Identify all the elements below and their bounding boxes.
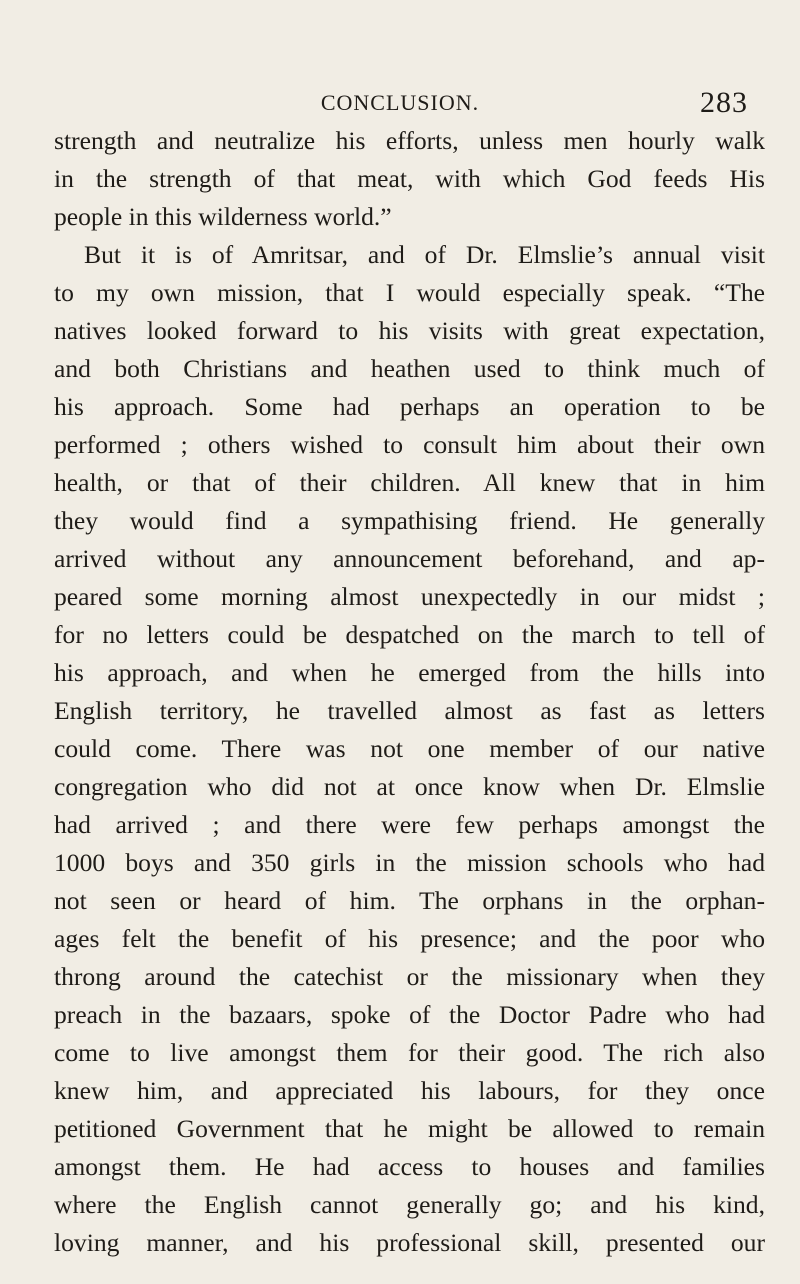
text-line: where the English cannot generally go; and his kind, [54,1190,765,1219]
text-line: in the strength of that meat, with which God feeds His [54,164,765,193]
text-line: ages felt the benefit of his presence; and the poor who [54,924,765,953]
page-number: 283 [700,86,748,119]
text-line: natives looked forward to his visits with great expectation, [54,316,765,345]
text-line: performed ; others wished to consult him about their own [54,430,765,459]
text-line: had arrived ; and there were few perhaps amongst the [54,810,765,839]
text-line: loving manner, and his professional skill, presented our [54,1228,765,1257]
text-line: his approach, and when he emerged from the hills into [54,658,765,687]
text-line: preach in the bazaars, spoke of the Doctor Padre who had [54,1000,765,1029]
text-line: English territory, he travelled almost as fast as letters [54,696,765,725]
text-line: peared some morning almost unexpectedly in our midst ; [54,582,765,611]
running-head [0,86,800,120]
text-line: amongst them. He had access to houses and families [54,1152,765,1181]
text-line: petitioned Government that he might be allowed to remain [54,1114,765,1143]
text-line: people in this wilderness world.” [54,202,392,231]
text-line: they would find a sympathising friend. He generally [54,506,765,535]
text-line: 1000 boys and 350 girls in the mission schools who had [54,848,765,877]
text-line: not seen or heard of him. The orphans in the orphan- [54,886,765,915]
body-text [54,122,765,1262]
text-line: arrived without any announcement beforehand, and ap- [54,544,765,573]
text-line: his approach. Some had perhaps an operation to be [54,392,765,421]
text-line: But it is of Amritsar, and of Dr. Elmslie’s annual visit [84,240,765,269]
text-line: knew him, and appreciated his labours, for they once [54,1076,765,1105]
text-line: congregation who did not at once know when Dr. Elmslie [54,772,765,801]
text-line: and both Christians and heathen used to think much of [54,354,765,383]
text-line: to my own mission, that I would especially speak. “The [54,278,765,307]
text-line: come to live amongst them for their good. The rich also [54,1038,765,1067]
running-title: CONCLUSION. [320,90,480,115]
text-line: health, or that of their children. All knew that in him [54,468,765,497]
text-line: throng around the catechist or the missionary when they [54,962,765,991]
text-line: could come. There was not one member of our native [54,734,765,763]
text-line: for no letters could be despatched on the march to tell of [54,620,765,649]
text-line: strength and neutralize his efforts, unless men hourly walk [54,126,765,155]
